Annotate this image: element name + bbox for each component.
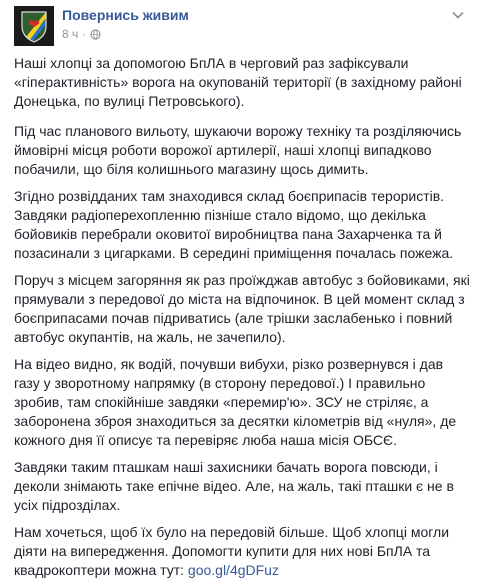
post-paragraph: Під час планового вильоту, шукаючи ворожу техніку та розділяючись ймовірні місця роботи ворожої артилерії, наші хлопці випадково побачили, що біля колишнього магазину щось димить.	[14, 123, 462, 177]
post-paragraph-last	[14, 523, 470, 580]
post-meta	[62, 27, 101, 41]
post-paragraph: Наші хлопці за допомогою БпЛА в черговий раз зафіксували «гіперактивність» ворога на окупованій території (в західному районі Донецька, по вулиці Петровського).	[14, 55, 462, 109]
post-paragraph: На відео видно, як водій, почувши вибухи, різко розвернувся і дав газу у зворотному напрямку (в сторону передової.) І правильно зробив, там спокійніше завдяки «перемир'ю». ЗСУ не стріляє, а заборонена зброя знаходиться за десятки кілометрів від «нуля», де кожного дня її описує та перевіряє люба наша місія ОБСЄ.	[14, 356, 457, 448]
post-paragraph: Поруч з місцем загоряння як раз проїжджав автобус з бойовиками, які прямували з передової до міста на відпочинок. В цей момент склад з боєприпасами почав підриватись (але трішки заслабенько і повний автобус окупантів, на жаль, не зачепило).	[14, 272, 470, 345]
globe-icon[interactable]	[90, 29, 101, 40]
post-paragraph-text: Нам хочеться, щоб їх було на передовій більше. Щоб хлопці могли діяти на випередження. Допомогти купити для них нові БпЛА та квадрокоптери можна тут:	[14, 524, 450, 578]
donation-link[interactable]: goo.gl/4gDFuz	[187, 562, 279, 578]
post-paragraph: Згідно розвідданих там знаходився склад боєприпасів терористів. Завдяки радіоперехопленню пізніше стало відомо, що декілька бойовиків перебрали оковитої виробництва пана Захарченка та й позасинали з цигарками. В середині приміщення почалась пожежа.	[14, 188, 454, 261]
page-avatar[interactable]	[14, 6, 54, 46]
page-name[interactable]: Повернись живим	[62, 7, 189, 23]
post-body	[14, 54, 470, 588]
post-timestamp[interactable]: 8 ч	[62, 27, 79, 41]
shield-logo-icon	[14, 6, 54, 46]
post-paragraph: Завдяки таким пташкам наші захисники бачать ворога повсюди, і деколи знімають таке епічне відео. Але, на жаль, такі пташки є не в усіх підрозділах.	[14, 459, 454, 513]
chevron-down-icon[interactable]	[451, 8, 465, 22]
meta-separator: ·	[82, 27, 87, 41]
